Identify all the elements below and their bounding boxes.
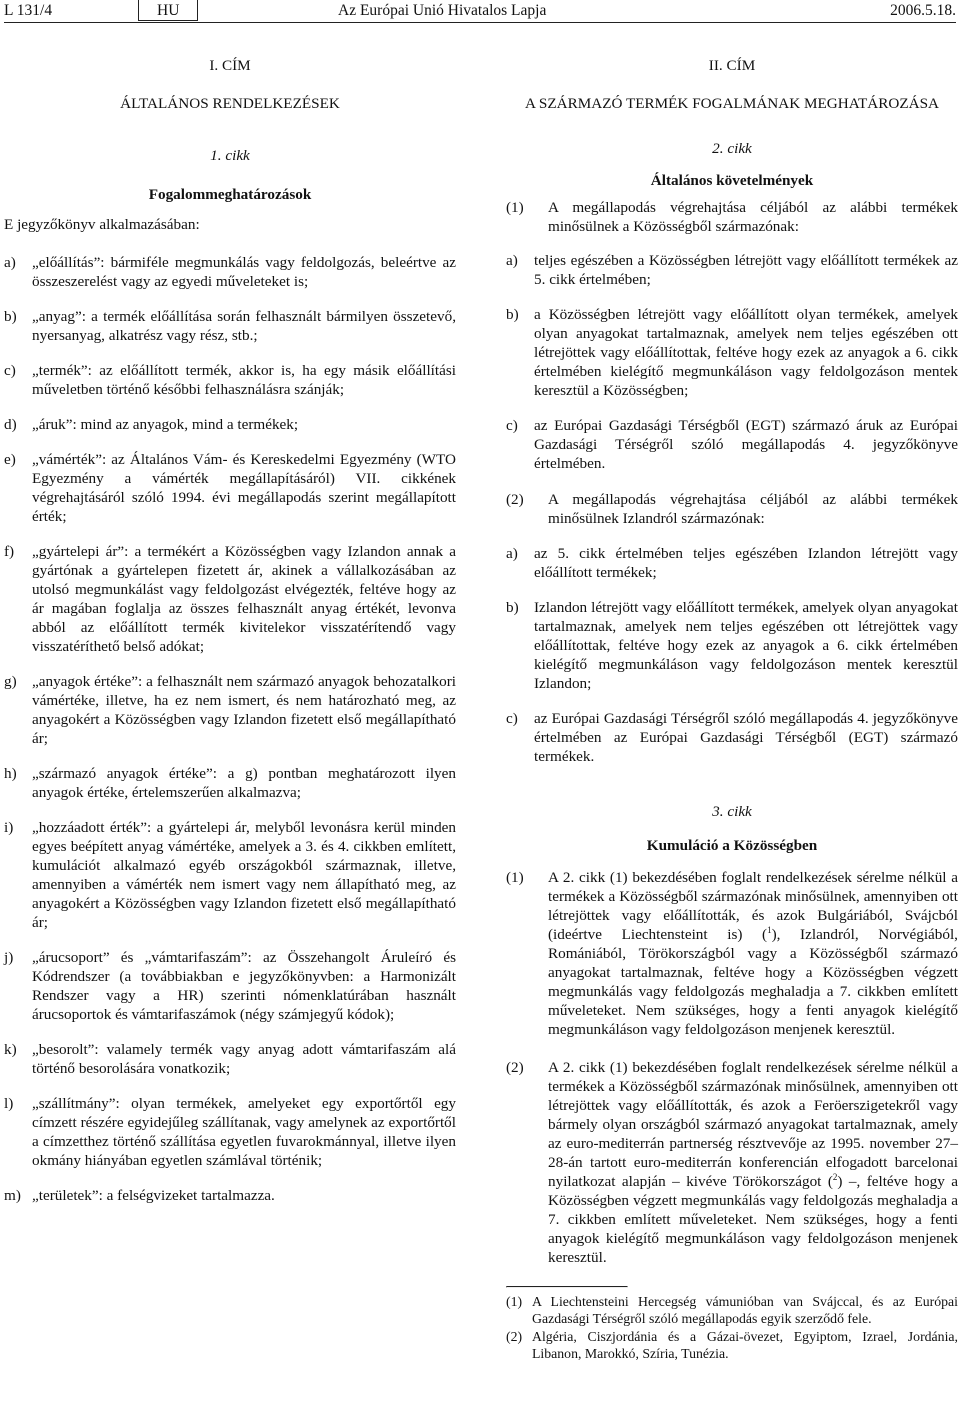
paragraph	[506, 198, 958, 236]
definition-list	[4, 253, 456, 1205]
item-label: j)	[4, 949, 14, 966]
article-number: 3. cikk	[712, 803, 752, 820]
paragraph-number: (1)	[506, 199, 524, 216]
item-label: f)	[4, 543, 15, 560]
list-item	[506, 416, 958, 473]
item-label: b)	[4, 308, 17, 325]
item-text: „szállítmány”: olyan termékek, amelyeket egy exportőrtől egy címzett részére egyidejűleg szállítanak, vagy amelynek az exportőrtől a címzetthez történő szállítása egyetlen fuvarokmánnyal, illetve ilyen okmány hiányában egyetlen számlával történik;	[32, 1095, 456, 1169]
item-label: (2)	[506, 1329, 523, 1344]
paragraph-text: A megállapodás végrehajtása céljából az alábbi termékek minősülnek a Közösségből származónak:	[548, 199, 958, 235]
list-item	[4, 1040, 456, 1078]
journal-title: Az Európai Unió Hivatalos Lapja	[338, 2, 547, 19]
page-header	[4, 0, 956, 23]
item-text: „termék”: az előállított termék, akkor is, ha egy másik előállítási műveletben történő későbbi felhasználásra szánják;	[32, 362, 456, 398]
item-text: „gyártelepi ár”: a termékért a Közösségben vagy Izlandon annak a gyártónak a gyártelepen fizetett ár, akinek a vállalkozásában az utolsó megmunkálást vagy feldolgozást elvégezték, feltéve hogy az ár magában foglalja az összes felhasznált anyag értékét, levonva abból az előállított termék kivitelekor visszatérítendő vagy visszatéríthető belső adókat;	[32, 543, 456, 655]
item-label: b)	[506, 599, 519, 616]
paragraph-number: (1)	[506, 869, 524, 886]
article-title: Kumuláció a Közösségben	[646, 837, 818, 854]
item-text: Algéria, Ciszjordánia és a Gázai-övezet, Egyiptom, Izrael, Jordánia, Libanon, Marokkó, Szíria, Tunézia.	[532, 1329, 958, 1361]
paragraph-text: A 2. cikk (1) bekezdésében foglalt rendelkezések sérelme nélkül a termékek a Közösségből származónak minősülnek, amennyiben ott létrejöttek vagy előállították, és azok a Feröerszigetekről vagy bármely olyan országból származó anyagokat tartalmaznak, amely az euro-mediterrán partnerség résztvevője az 1995. november 27–28-án tartott euro-mediterrán konferencián elfogadott barcelonai nyilatkozat alapján – kivéve Törökországot ($^2$) –, feltéve hogy a Közösségben végzett megmunkálás vagy feldolgozás meghaladja a 7. cikkben említett műveleteket. Nem szükséges, hogy a fenti anyagok kielégítő megmunkáláson vagy feldolgozáson menjenek keresztül.	[548, 1059, 958, 1266]
list-item	[4, 450, 456, 526]
item-text: „besorolt”: valamely termék vagy anyag adott vámtarifaszám alá történő besorolására vonatkozik;	[32, 1041, 456, 1077]
list-item	[4, 672, 456, 748]
list-item	[4, 764, 456, 802]
list-item	[4, 818, 456, 932]
list-item	[4, 542, 456, 656]
item-label: c)	[506, 710, 518, 727]
article-number: 1. cikk	[210, 147, 250, 164]
right-column	[506, 50, 958, 1408]
paragraph	[506, 490, 958, 528]
title-heading: A SZÁRMAZÓ TERMÉK FOGALMÁNAK MEGHATÁROZÁSA	[524, 95, 940, 112]
item-text: az 5. cikk értelmében teljes egészében Izlandon létrejött vagy előállított termékek;	[534, 545, 958, 581]
article-title: Fogalommeghatározások	[148, 186, 312, 203]
article-title: Általános követelmények	[650, 172, 814, 189]
item-label: k)	[4, 1041, 17, 1058]
item-text: „hozzáadott érték”: a gyártelepi ár, melyből levonásra kerül minden egyes beépített anyag vámértéke, amelyek a 3. és 4. cikkben említett, kumulációt alkalmazó egyéb országokból származnak, illetve, amennyiben a vámérték nem ismert vagy nem állapítható meg, az anyagokért a Közösségben vagy Izlandon fizetett első megállapítható ár;	[32, 819, 456, 931]
list-item	[4, 307, 456, 345]
item-text: „előállítás”: bármiféle megmunkálás vagy feldolgozás, beleértve az összeszerelést vagy az egyedi műveleteket is;	[32, 254, 456, 290]
list-item	[506, 544, 958, 582]
item-text: a Közösségben létrejött vagy előállított olyan termékek, amelyek olyan anyagokat tartalmaznak, amelyek nem teljes egészében ott létrejöttek vagy előállítottak, feltéve hogy ezek az anyagok a 6. cikk értelmében kielégítő megmunkáláson vagy feldolgozáson mentek keresztül a Közösségben;	[534, 306, 958, 399]
item-text: „áruk”: mind az anyagok, mind a termékek;	[32, 416, 299, 433]
footnote-ref[interactable]: 1	[767, 924, 772, 935]
item-label: e)	[4, 451, 16, 468]
footnotes	[506, 1286, 958, 1362]
left-column	[4, 50, 456, 1408]
item-label: a)	[4, 254, 16, 271]
item-text: „árucsoport” és „vámtarifaszám”: az Összehangolt Áruleíró és Kódrendszer (a továbbiakban e jegyzőkönyvben: a Harmonizált Rendszer vagy a HR) szerinti nómenklatúrában használt árucsoportok és vámtarifaszámok (négy számjegyű kódok);	[32, 949, 456, 1023]
item-text: „anyagok értéke”: a felhasznált nem származó anyagok behozatalkori vámértéke, illetve, ha ez nem ismert, és nem határozható meg, az anyagokért a Közösségben vagy Izlandon fizetett első megállapítható ár;	[32, 673, 456, 747]
list-item	[4, 415, 456, 434]
item-label: g)	[4, 673, 17, 690]
list-item	[4, 1186, 456, 1205]
page-reference: L 131/4	[4, 2, 53, 19]
item-text: „anyag”: a termék előállítása során felhasznált bármilyen összetevő, nyersanyag, alkatrész vagy rész, stb.;	[32, 308, 456, 344]
item-text: A Liechtensteini Hercegség vámunióban van Svájccal, és az Európai Gazdasági Térségről szóló megállapodás egyik szerződő fele.	[532, 1294, 958, 1326]
paragraph-number: (2)	[506, 491, 524, 508]
item-list	[506, 544, 958, 766]
item-text: Izlandon létrejött vagy előállított termékek, amelyek olyan anyagokat tartalmaznak, amelyek nem teljes egészében ott létrejöttek vagy előállítottak, feltéve hogy ezek az anyagok a 6. cikk értelmében kielégítő megmunkáláson vagy feldolgozáson mentek keresztül Izlandon;	[534, 599, 958, 692]
item-label: c)	[4, 362, 16, 379]
footnote-rule	[506, 1286, 628, 1288]
item-text: az Európai Gazdasági Térségről szóló megállapodás 4. jegyzőkönyve értelmében az Európai Gazdasági Térségből (EGT) származó termékek.	[534, 710, 958, 765]
list-item	[4, 361, 456, 399]
article-number: 2. cikk	[712, 140, 752, 157]
title-heading: ÁLTALÁNOS RENDELKEZÉSEK	[120, 95, 340, 112]
item-label: l)	[4, 1095, 14, 1112]
item-label: c)	[506, 417, 518, 434]
item-text: „vámérték”: az Általános Vám- és Kereskedelmi Egyezmény (WTO Egyezmény a vámérték megállapításáról) VII. cikkének végrehajtásáról szóló 1994. évi megállapodás szerint megállapított érték;	[32, 451, 456, 525]
item-label: h)	[4, 765, 17, 782]
paragraph-text: A 2. cikk (1) bekezdésében foglalt rendelkezések sérelme nélkül a termékek a Közösségből származónak minősülnek, amennyiben ott létrejöttek vagy előállították, és azok Bulgáriából, Svájcból (ideértve Liechtensteint is) ($^1$), Izlandról, Norvégiából, Romániából, Törökországból vagy a Közösségből származó anyagokat tartalmaznak, feltéve hogy a Közösségben végzett megmunkálás vagy feldolgozás meghaladja a 7. cikkben említett műveleteket. Nem szükséges, hogy a fenti anyagok kielégítő megmunkáláson vagy feldolgozáson menjenek keresztül.	[548, 869, 958, 1038]
list-item	[506, 598, 958, 693]
list-item	[506, 251, 958, 289]
publication-date: 2006.5.18.	[890, 2, 956, 19]
footnote-ref[interactable]: 2	[832, 1171, 838, 1182]
list-item	[4, 253, 456, 291]
footnote-list	[506, 1294, 958, 1362]
list-item	[506, 709, 958, 766]
item-label: b)	[506, 306, 519, 323]
list-item	[4, 1094, 456, 1170]
title-number: I. CÍM	[209, 57, 251, 74]
item-text: „származó anyagok értéke”: a g) pontban meghatározott ilyen anyagok értéke, értelemszerűen alkalmazva;	[32, 765, 456, 801]
item-text: „területek”: a felségvizeket tartalmazza.	[32, 1187, 275, 1204]
item-label: (1)	[506, 1294, 523, 1309]
footnote	[506, 1329, 958, 1362]
item-label: m)	[4, 1187, 21, 1204]
item-label: a)	[506, 545, 518, 562]
item-text: teljes egészében a Közösségben létrejött vagy előállított termékek az 5. cikk értelmében;	[534, 252, 958, 288]
item-text: az Európai Gazdasági Térségből (EGT) származó áruk az Európai Gazdasági Térségről szóló megállapodás 4. jegyzőkönyve értelmében.	[534, 417, 958, 472]
item-label: d)	[4, 416, 17, 433]
item-list	[506, 251, 958, 473]
language-code-box: HU	[138, 0, 198, 21]
list-item	[506, 305, 958, 400]
item-label: a)	[506, 252, 518, 269]
paragraph-number: (2)	[506, 1059, 524, 1076]
footnote	[506, 1294, 958, 1327]
intro-text: E jegyzőkönyv alkalmazásában:	[4, 216, 200, 233]
title-number: II. CÍM	[708, 57, 756, 74]
list-item	[4, 948, 456, 1024]
item-label: i)	[4, 819, 14, 836]
paragraph	[506, 868, 958, 1039]
paragraph-text: A megállapodás végrehajtása céljából az alábbi termékek minősülnek Izlandról származónak:	[548, 491, 958, 527]
paragraph	[506, 1058, 958, 1267]
